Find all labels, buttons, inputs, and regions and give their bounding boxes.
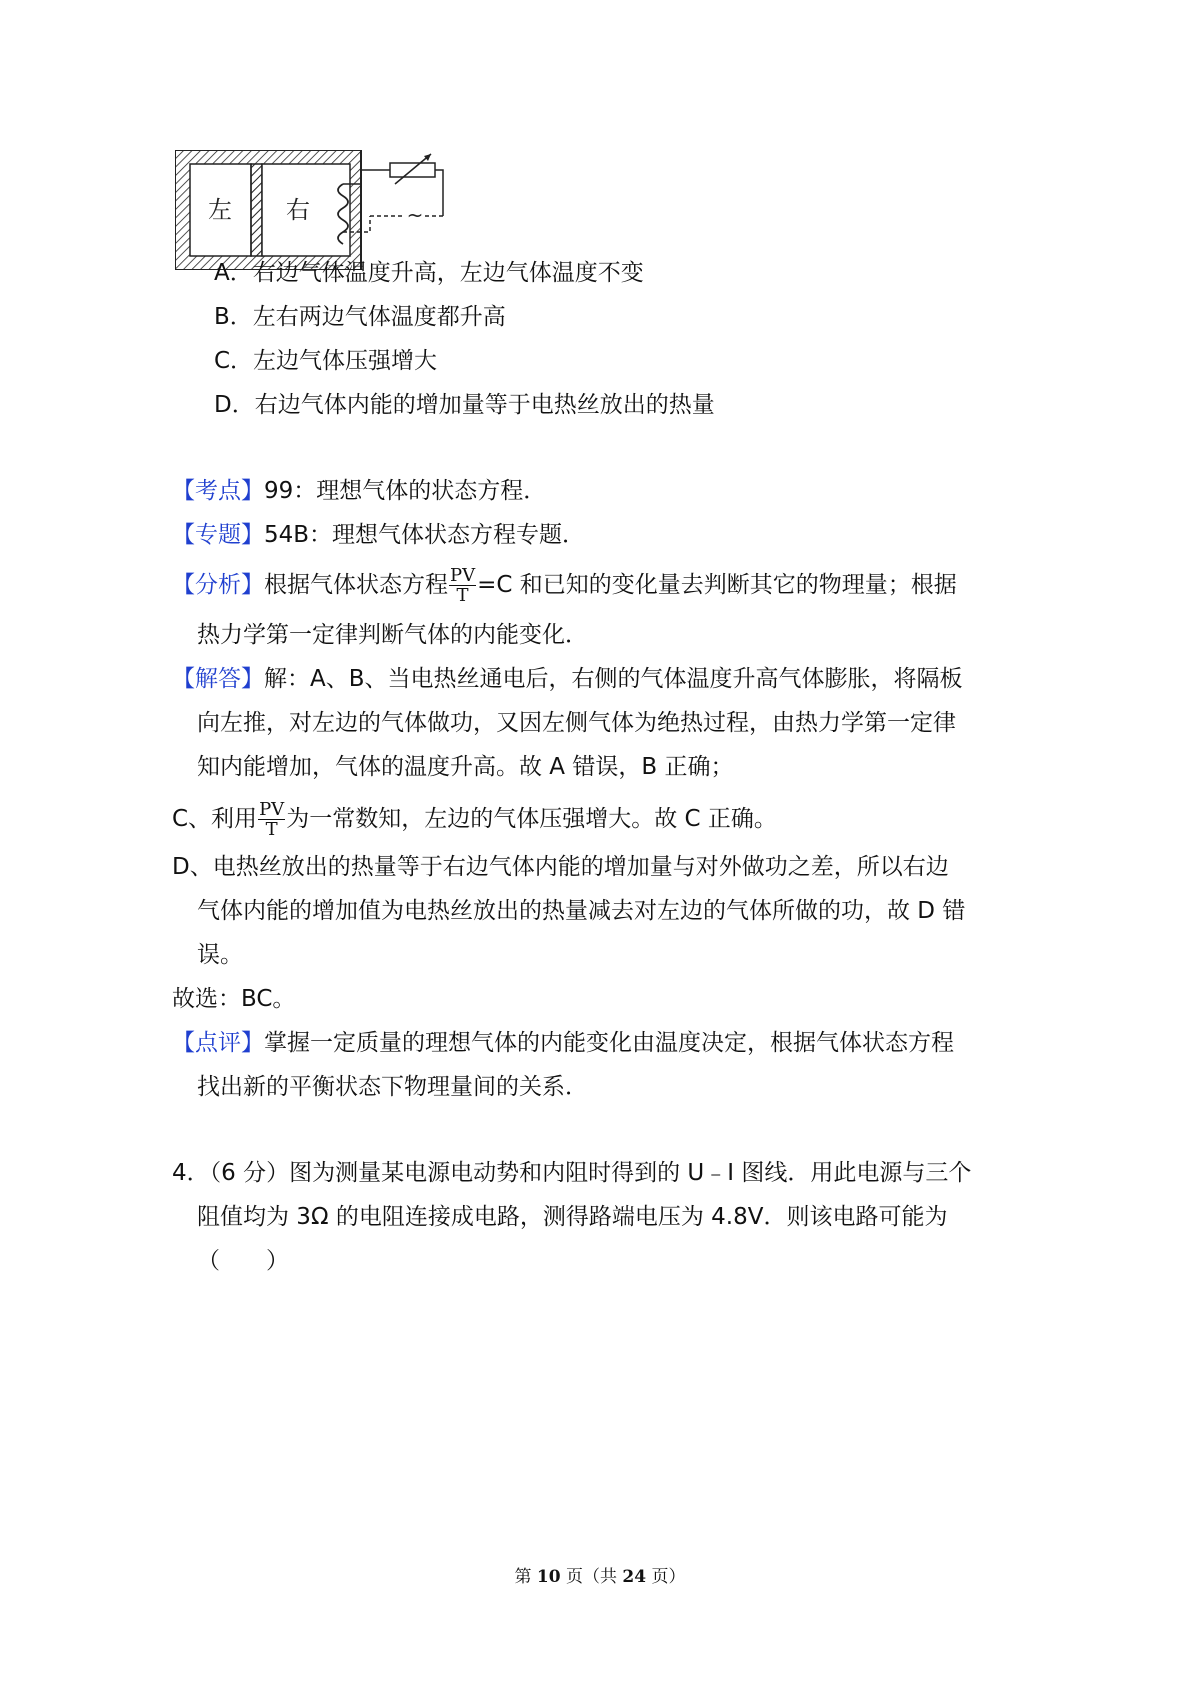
zhuanti-line bbox=[172, 520, 585, 550]
jieda-line-3: 知内能增加，气体的温度升高。故 A 错误，B 正确； bbox=[197, 754, 734, 780]
zhuanti-tag: 【专题】 bbox=[172, 522, 264, 548]
fraction-denominator-2: T bbox=[265, 819, 278, 840]
jieda-c-pre: C、利用 bbox=[172, 806, 258, 832]
jieda-d-line-1: D、电热丝放出的热量等于右边气体内能的增加量与对外做功之差，所以右边 bbox=[172, 854, 949, 880]
fenxi-tag: 【分析】 bbox=[172, 572, 264, 598]
dianping-tag: 【点评】 bbox=[172, 1030, 264, 1056]
ac-source-icon: ~ bbox=[406, 203, 424, 227]
kaodian-tag: 【考点】 bbox=[172, 478, 264, 504]
jieda-c-line bbox=[172, 800, 777, 839]
partition bbox=[251, 164, 262, 256]
fenxi-line-2: 热力学第一定律判断气体的内能变化． bbox=[197, 622, 588, 648]
footer-total-pages: 24 bbox=[622, 1567, 647, 1587]
kaodian-line bbox=[172, 476, 546, 506]
fraction-numerator: PV bbox=[450, 565, 476, 586]
jieda-line-2: 向左推，对左边的气体做功，又因左侧气体为绝热过程，由热力学第一定律 bbox=[197, 710, 956, 736]
question4-line-3: （ ） bbox=[197, 1248, 289, 1274]
circuit-wire-right bbox=[435, 170, 443, 214]
option-b: B．左右两边气体温度都升高 bbox=[214, 304, 506, 330]
fenxi-text-pre: 根据气体状态方程 bbox=[264, 572, 448, 598]
jieda-tag: 【解答】 bbox=[172, 666, 264, 692]
left-label: 左 bbox=[208, 196, 232, 224]
fenxi-line bbox=[172, 566, 957, 605]
fraction-numerator-2: PV bbox=[259, 799, 285, 820]
jieda-d-line-2: 气体内能的增加值为电热丝放出的热量减去对左边的气体所做的功，故 D 错 bbox=[197, 898, 966, 924]
footer-page-number: 10 bbox=[536, 1567, 561, 1587]
zhuanti-text: 54B：理想气体状态方程专题． bbox=[264, 522, 586, 548]
jieda-line-1 bbox=[172, 664, 963, 694]
question4-line-1: 4．（6 分）图为测量某电源电动势和内阻时得到的 U﹣I 图线．用此电源与三个 bbox=[172, 1160, 972, 1186]
question4-line-2: 阻值均为 3Ω 的电阻连接成电路，测得路端电压为 4.8V．则该电路可能为 bbox=[197, 1204, 948, 1230]
page-footer bbox=[0, 1562, 1200, 1587]
pv-over-t-fraction-2 bbox=[258, 800, 285, 839]
footer-mid: 页（共 bbox=[560, 1567, 623, 1587]
dianping-text-1: 掌握一定质量的理想气体的内能变化由温度决定，根据气体状态方程 bbox=[264, 1030, 954, 1056]
answer-choice: 故选：BC。 bbox=[172, 986, 296, 1012]
option-c: C．左边气体压强增大 bbox=[214, 348, 438, 374]
fraction-denominator: T bbox=[456, 585, 469, 606]
jieda-d-line-3: 误。 bbox=[197, 942, 243, 968]
fenxi-text-post: =C 和已知的变化量去判断其它的物理量；根据 bbox=[477, 572, 957, 598]
footer-pre: 第 bbox=[514, 1567, 537, 1587]
jieda-text-1: 解：A、B、当电热丝通电后，右侧的气体温度升高气体膨胀，将隔板 bbox=[264, 666, 963, 692]
dianping-line-1 bbox=[172, 1028, 954, 1058]
container-diagram bbox=[175, 150, 495, 270]
pv-over-t-fraction bbox=[449, 566, 476, 605]
footer-post: 页） bbox=[646, 1567, 686, 1587]
right-label: 右 bbox=[286, 196, 310, 224]
option-a: A．右边气体温度升高，左边气体温度不变 bbox=[214, 260, 644, 286]
kaodian-text: 99：理想气体的状态方程． bbox=[264, 478, 547, 504]
option-d: D．右边气体内能的增加量等于电热丝放出的热量 bbox=[214, 392, 715, 418]
jieda-c-post: 为一常数知，左边的气体压强增大。故 C 正确。 bbox=[286, 806, 777, 832]
dianping-line-2: 找出新的平衡状态下物理量间的关系． bbox=[197, 1074, 588, 1100]
